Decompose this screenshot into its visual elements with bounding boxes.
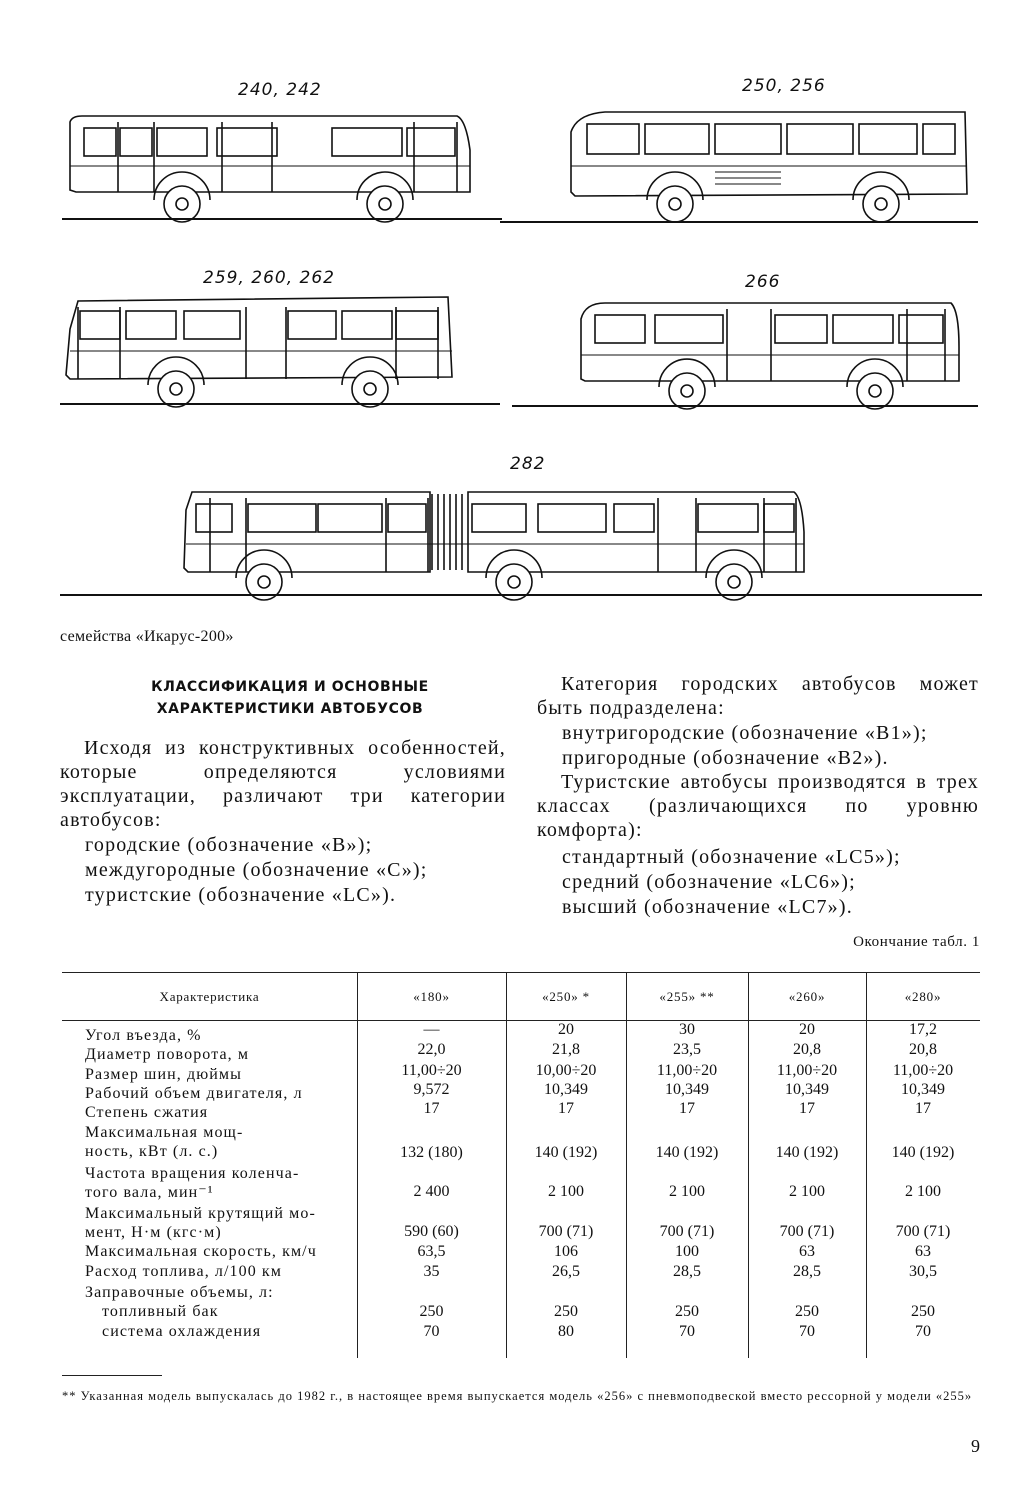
table-cell: 2 400	[413, 1183, 450, 1200]
table-cell: 700 (71)	[779, 1223, 835, 1240]
table-header-250: «250» *	[542, 989, 590, 1004]
row-label-fuel-tank: топливный бак	[102, 1303, 219, 1320]
ground-line	[500, 221, 978, 223]
row-label-entry-angle: Угол въезда, %	[85, 1027, 202, 1044]
table-header-255: «255» **	[659, 989, 715, 1004]
table-cell: 20	[558, 1021, 574, 1038]
table-cell: 80	[558, 1323, 574, 1340]
section-heading-line-2: ХАРАКТЕРИСТИКИ АВТОБУСОВ	[156, 701, 424, 717]
table-cell: 590 (60)	[404, 1223, 459, 1240]
row-label-compression-ratio: Степень сжатия	[85, 1104, 209, 1121]
table-cell: 2 100	[548, 1183, 584, 1200]
table-header-280: «280»	[904, 989, 942, 1004]
bus-drawing-259-260-262	[60, 295, 470, 409]
right-paragraph-1: Категория городских автобусов может быть подразделена:	[537, 673, 979, 719]
table-cell: 63,5	[417, 1243, 446, 1260]
table-cell: 70	[799, 1323, 815, 1340]
table-cell: 20	[799, 1021, 815, 1038]
right-list-item: высший (обозначение «LC7»).	[562, 896, 853, 918]
row-label-max-torque-line1: Максимальный крутящий мо-	[85, 1205, 316, 1222]
page-number: 9	[971, 1436, 980, 1456]
table-cell: 250	[795, 1303, 819, 1320]
bus-drawing-250-256	[565, 108, 975, 224]
table-cell: 140 (192)	[534, 1144, 598, 1161]
row-label-fuel-consumption: Расход топлива, л/100 км	[85, 1263, 283, 1280]
row-label-tire-size: Размер шин, дюймы	[85, 1066, 242, 1083]
bus-model-label-282: 282	[510, 454, 546, 474]
bus-drawing-282	[178, 482, 818, 600]
footnote-rule	[62, 1375, 162, 1376]
ground-line	[512, 405, 978, 407]
table-cell: 26,5	[552, 1263, 580, 1280]
table-cell: 250	[554, 1303, 578, 1320]
row-label-fill-volumes: Заправочные объемы, л:	[85, 1284, 274, 1301]
table-cell: 70	[423, 1323, 440, 1340]
bus-model-label-259-260-262: 259, 260, 262	[203, 268, 335, 288]
table-cell: 70	[915, 1323, 931, 1340]
table-cell: 250	[911, 1303, 935, 1320]
table-cell: 700 (71)	[659, 1223, 715, 1240]
table-cell: 20,8	[793, 1041, 821, 1058]
row-label-cooling-system: система охлаждения	[102, 1323, 262, 1340]
table-cell: 22,0	[417, 1041, 446, 1058]
table-cell: 63	[915, 1243, 931, 1260]
table-cell: 140 (192)	[775, 1144, 839, 1161]
table-cell: 30,5	[909, 1263, 937, 1280]
left-list-item: городские (обозначение «В»);	[85, 834, 373, 856]
table-cell: 9,572	[413, 1081, 450, 1098]
row-label-turning-diameter: Диаметр поворота, м	[85, 1046, 250, 1063]
table-cell: 28,5	[793, 1263, 821, 1280]
figure-caption: семейства «Икарус-200»	[60, 628, 234, 645]
row-label-max-power-line2: ность, кВт (л. с.)	[85, 1143, 219, 1160]
row-label-max-power-line1: Максимальная мощ-	[85, 1124, 244, 1141]
table-cell: 140 (192)	[891, 1144, 955, 1161]
table-cell: 250	[675, 1303, 699, 1320]
section-heading-line-1: КЛАССИФИКАЦИЯ И ОСНОВНЫЕ	[151, 679, 429, 695]
table-cell: 100	[675, 1243, 699, 1260]
table-cell: 11,00÷20	[776, 1062, 838, 1079]
table-cell: 250	[419, 1303, 444, 1320]
bus-model-label-266: 266	[745, 272, 781, 292]
table-cell: 70	[679, 1323, 695, 1340]
left-list-item: междугородные (обозначение «С»);	[85, 859, 428, 881]
ground-line	[60, 403, 500, 405]
left-list-item: туристские (обозначение «LC»).	[85, 884, 397, 906]
table-cell: 23,5	[673, 1041, 701, 1058]
table-cell: 35	[423, 1263, 440, 1280]
ground-line	[62, 218, 502, 220]
table-cell: 20,8	[909, 1041, 937, 1058]
table-cell: 11,00÷20	[401, 1062, 462, 1079]
left-paragraph: Исходя из конструктивных особенностей, которые определяются условиями эксплуатации, различают три категории автобусов:	[60, 737, 506, 831]
table-cell: 17	[558, 1100, 574, 1117]
table-cell: 17	[915, 1100, 931, 1117]
right-list-item: пригородные (обозначение «В2»).	[562, 747, 889, 769]
table-header-characteristic: Характеристика	[159, 989, 260, 1004]
footnote: ** Указанная модель выпускалась до 1982 г., в настоящее время выпускается модель «256» с пневмоподвеской вместо рессорной у модели «255»	[62, 1389, 973, 1403]
right-list-item: средний (обозначение «LC6»);	[562, 871, 856, 893]
row-label-max-speed: Максимальная скорость, км/ч	[85, 1243, 317, 1260]
table-cell: 11,00÷20	[656, 1062, 718, 1079]
table-cell: 63	[799, 1243, 815, 1260]
right-list-item: внутригородские (обозначение «В1»);	[562, 722, 928, 744]
table-rule-top	[62, 972, 980, 973]
right-paragraph-2: Туристские автобусы производятся в трех классах (различающихся по уровню комфорта):	[537, 771, 979, 841]
row-label-rpm-line2: того вала, мин⁻¹	[85, 1184, 214, 1201]
table-cell: 10,349	[785, 1081, 829, 1098]
table-cell: 17	[423, 1100, 440, 1117]
table-cell: 10,00÷20	[535, 1062, 597, 1079]
row-label-engine-displacement: Рабочий объем двигателя, л	[85, 1085, 303, 1102]
row-label-rpm-line1: Частота вращения коленча-	[85, 1165, 300, 1182]
table-cell: 140 (192)	[655, 1144, 719, 1161]
table-note: Окончание табл. 1	[853, 934, 980, 950]
table-cell: 10,349	[544, 1081, 588, 1098]
table-cell: 700 (71)	[895, 1223, 951, 1240]
bus-model-label-240-242: 240, 242	[238, 80, 322, 100]
bus-drawing-240-242	[62, 110, 482, 226]
table-header-180: «180»	[413, 989, 450, 1004]
table-cell: 17,2	[909, 1021, 937, 1038]
table-cell: 11,00÷20	[892, 1062, 954, 1079]
table-cell: 10,349	[665, 1081, 709, 1098]
row-label-max-torque-line2: мент, Н·м (кгс·м)	[85, 1224, 222, 1241]
ground-line	[60, 594, 982, 596]
table-cell: 106	[554, 1243, 578, 1260]
table-cell: 2 100	[789, 1183, 825, 1200]
table-cell: 2 100	[669, 1183, 705, 1200]
bus-drawing-266	[575, 297, 965, 409]
table-cell: 21,8	[552, 1041, 580, 1058]
table-cell: 28,5	[673, 1263, 701, 1280]
table-cell: 132 (180)	[400, 1144, 463, 1161]
table-cell: 2 100	[905, 1183, 941, 1200]
table-cell: 10,349	[901, 1081, 945, 1098]
table-cell: 700 (71)	[538, 1223, 594, 1240]
right-list-item: стандартный (обозначение «LC5»);	[562, 846, 901, 868]
table-cell: 30	[679, 1021, 695, 1038]
table-cell: 17	[679, 1100, 695, 1117]
table-header-260: «260»	[788, 989, 826, 1004]
table-cell: —	[423, 1021, 440, 1038]
table-cell: 17	[799, 1100, 815, 1117]
bus-model-label-250-256: 250, 256	[742, 76, 826, 96]
section-heading	[70, 676, 510, 720]
